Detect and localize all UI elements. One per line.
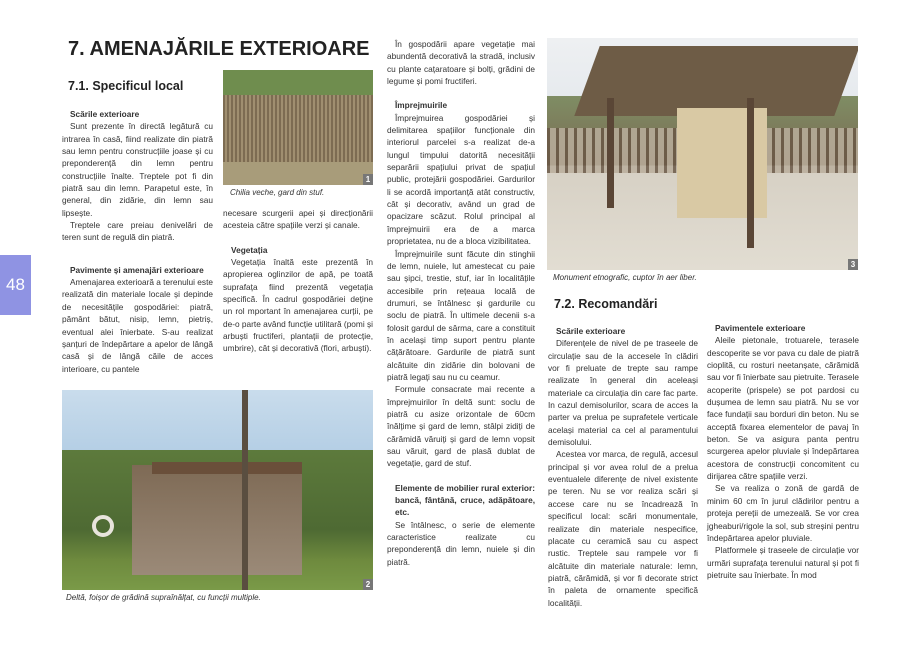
- subheading: Pavimente și amenajări exterioare: [70, 264, 204, 275]
- paragraph: Sunt prezente în directă legătură cu intrarea în casă, fiind realizate din piatră sau lemn pentru construcțiile joase și cu preponderență din lemn pentru construcțiile înalte. Treptele pot fi din piatră sau din lemn. Parapetul este, în general, din zidărie, din lemn sau lipsește.: [62, 121, 213, 218]
- text-column-4: [548, 325, 698, 609]
- subheading: Pavimentele exterioare: [715, 323, 806, 333]
- paragraph: Diferențele de nivel de pe traseele de circulație sau de la accesele în clădiri vor fi preluate de trepte sau rampe realizate în general din aceleași materiale ca circulația din care fac parte. In cazul demisolurilor, scara de acces la parter va prelua pe suprafetele verticale același material ca cel al paramentului demisolului.: [548, 338, 698, 448]
- text-column-5: [707, 322, 859, 581]
- paragraph: Aleile pietonale, trotuarele, terasele descoperite se vor pava cu dale de piatră cioplită, cu rosturi neetanșate, cărămidă sau vor fi înierbate sau pietruite. Terasele acoperite (prispele) se pot pardosi cu dușumea de lemn sau piatră. Nu se vor face fundații sau borduri din beton. Nu se acceptă fixarea elementelor de pavaj în beton. Se va asigura panta pentru scurgerea apelor pluviale și îndepărtarea acestora de construcții concomitent cu dirijarea către spațiile verzi.: [707, 335, 859, 482]
- photo-number: 2: [363, 579, 373, 590]
- subheading: Împrejmuirile: [395, 100, 448, 111]
- photo-caption: Chilia veche, gard din stuf.: [230, 188, 325, 197]
- photo-reed-fence: [223, 70, 373, 185]
- text-column-1: [62, 108, 213, 375]
- paragraph: Amenajarea exterioară a terenului este realizată din materiale locale și depinde de necesitățile gospodăriei: piatră, pământ bătut, nisip, lemn, pietriș, eventual alei înierbate. S-au realizat șanțuri de îndepărtare a apelor de lângă casă și de lângă căile de acces interioare, cu pantele: [62, 277, 213, 374]
- subheading: Scările exterioare: [556, 326, 626, 336]
- photo-gazebo: [62, 390, 373, 590]
- paragraph: În gospodării apare vegetație mai abundentă decorativă la stradă, inclusiv cu plante cațaratoare și bolți, grădini de legume și pomi fructiferi.: [387, 39, 535, 87]
- paragraph: Platformele și traseele de circulație vor urmări suprafața terenului natural și pot fi pietruite sau înierbate. În mod: [707, 545, 859, 580]
- photo-caption: Monument etnografic, cuptor în aer liber.: [553, 273, 697, 282]
- page-number-tab: 48: [0, 255, 31, 315]
- paragraph: necesare scurgerii apei și direcționării acesteia către spațiile verzi și canale.: [223, 208, 373, 231]
- photo-caption: Deltă, foișor de grădină supraînălțat, cu funcții multiple.: [66, 593, 261, 602]
- photo-number: 1: [363, 174, 373, 185]
- paragraph: Împrejmuirile sunt făcute din stinghii de lemn, nuiele, lut amestecat cu paie sau șipci, trestie, stuf, iar în localitățile accesibile prin rețeaua locală de drumuri, se întâlnesc și gardurile cu soclu de piatră. În ultimele decenii s-a folosit gardul de sârma, care a constituit în același timp suport pentru plante cățărătoare. Gardurile de piatră sunt alcătuite din zidărie din bolovani de piatră legați sau nu cu ceamur.: [387, 248, 535, 382]
- paragraph: Se întâlnesc, o serie de elemente caracteristice realizate cu preponderență din lemn, nuiele și din piatră.: [387, 519, 535, 567]
- subheading: Elemente de mobilier rural exterior: bancă, fântână, cruce, adăpătoare, etc.: [395, 482, 535, 518]
- paragraph: Vegetația înaltă este prezentă în apropierea oglinzilor de apă, pe toată suprafața fiind prezentă vegetația specifică. În cadrul gospodăriei deține un rol mportant în amenajarea curții, pe de-o parte având funcție utilitară (pomi și arbuști fructiferi, plantații de protecție, umbrire), cât și decorativă (flori, arbuști).: [223, 257, 373, 354]
- section-title: 7.2. Recomandări: [554, 297, 658, 311]
- paragraph: Acestea vor marca, de regulă, accesul principal și vor avea rolul de a prelua eventualele diferențe de nivel existente pe teren. Nu se vor realiza scări și accese care nu se încadrează în specificul local: scări monumentale, realizate din materiale nespecifice, placate cu ceramică sau cu aspect rustic. Treptele sau rampele vor fi alcătuite din materiale naturale: lemn, piatră, cărămidă, și vor fi decorate strict în paleta de ornamente specifică localității.: [548, 449, 698, 608]
- paragraph: Formule consacrate mai recente a împrejmuirilor în deltă sunt: soclu de piatră cu asize orizontale de 60cm înălțime și gard de lemn, stâlpi zidiți de cărămidă văruiți și gard de lemn vopsit sau văruit, gard de plasă dublat de vegetație, gard de stuf.: [387, 384, 535, 469]
- text-column-3: [387, 38, 535, 568]
- paragraph: Împrejmuirea gospodăriei și delimitarea spațiilor funcționale din interiorul parcelei s-a realizat de-a lungul timpului datorită necesității separării spațiului privat de spațiul public, protejării gospodăriei. Gardurilor li se acordă importanță atât constructiv, cât și decorativ, având un grad de opacizare scăzut. Rolul principal al împrejmuirii era de a marca proprietatea, nu de a bloca vizibilitatea.: [387, 112, 535, 247]
- section-title: 7.1. Specificul local: [68, 79, 184, 93]
- paragraph: Treptele care preiau denivelări de teren sunt de regulă din piatră.: [62, 220, 213, 243]
- chapter-title: 7. AMENAJĂRILE EXTERIOARE: [68, 38, 370, 60]
- paragraph: Se va realiza o zonă de gardă de minim 60 cm în jurul clădirilor pentru a proteja pereții de umezeală. Se vor crea jgheaburi/rigole la sol, sub streșini pentru îndepărtarea apelor pluviale.: [707, 483, 859, 543]
- photo-number: 3: [848, 259, 858, 270]
- subheading: Scările exterioare: [70, 109, 140, 119]
- subheading: Vegetația: [231, 244, 268, 255]
- text-column-2: [223, 207, 373, 355]
- photo-outdoor-oven: [547, 38, 858, 270]
